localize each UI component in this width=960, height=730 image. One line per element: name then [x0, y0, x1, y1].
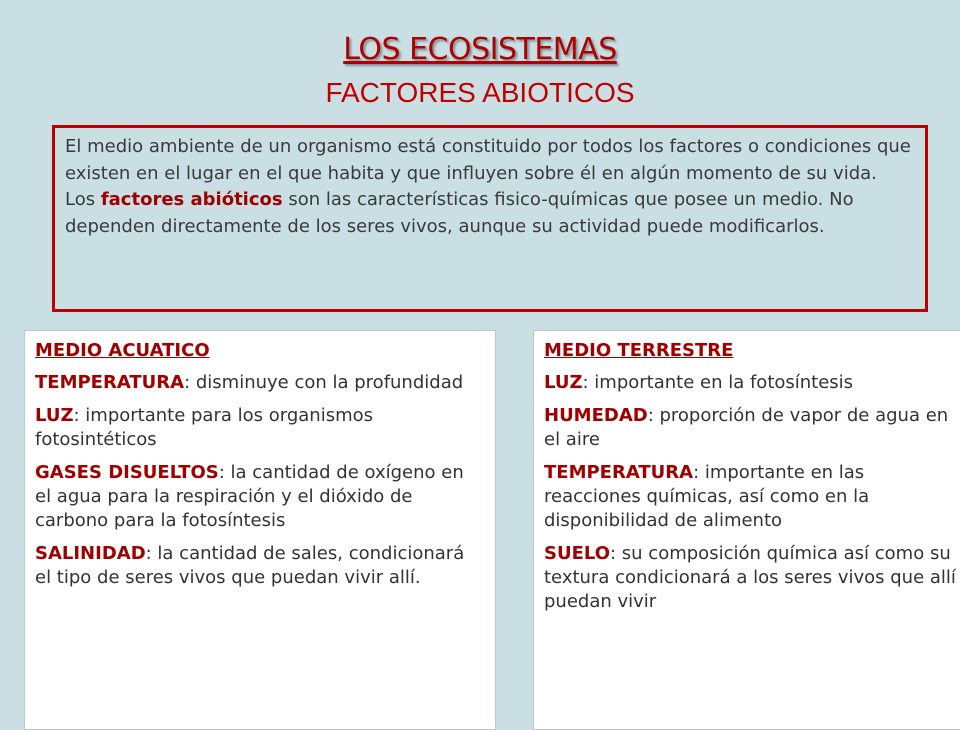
- item-term: SALINIDAD: [35, 543, 146, 564]
- item-text: : importante en las reacciones químicas, así como en la disponibilidad de alimento: [544, 462, 870, 531]
- item-text: : disminuye con la profundidad: [184, 372, 464, 393]
- item-term: LUZ: [544, 372, 583, 393]
- item-text: : su composición química así como su textura condicionará a los seres vivos que allí puedan vivir: [544, 543, 956, 612]
- item-term: TEMPERATURA: [35, 372, 185, 393]
- item-term: GASES DISUELTOS: [35, 462, 219, 483]
- item-term: HUMEDAD: [544, 405, 648, 426]
- intro-paragraph-2: [65, 187, 915, 240]
- list-item: [544, 461, 960, 533]
- item-text: : importante en la fotosíntesis: [582, 372, 854, 393]
- intro-keyword: factores abióticos: [100, 189, 283, 210]
- page-title: LOS ECOSISTEMAS: [343, 32, 617, 67]
- item-text: : la cantidad de sales, condicionará el tipo de seres vivos que puedan vivir allí.: [35, 543, 465, 588]
- list-item: [35, 542, 485, 590]
- list-item: [35, 371, 485, 395]
- item-term: SUELO: [544, 543, 611, 564]
- page-subtitle: FACTORES ABIOTICOS: [325, 77, 635, 108]
- item-term: TEMPERATURA: [544, 462, 694, 483]
- item-text: : proporción de vapor de agua en el aire: [544, 405, 949, 450]
- panel-heading: MEDIO ACUATICO: [35, 340, 210, 361]
- item-text: : importante para los organismos fotosintéticos: [35, 405, 373, 450]
- list-item: [544, 542, 960, 614]
- item-term: LUZ: [35, 405, 74, 426]
- list-item: [544, 404, 960, 452]
- panel-medio-acuatico: [24, 330, 496, 730]
- list-item: [35, 404, 485, 452]
- item-text: : la cantidad de oxígeno en el agua para la respiración y el dióxido de carbono para la fotosíntesis: [35, 462, 464, 531]
- intro-text: son las características fisico-químicas que posee un medio. No dependen directamente de los seres vivos, aunque su actividad puede modificarlos.: [65, 189, 854, 237]
- panel-medio-terrestre: [533, 330, 960, 730]
- panel-heading: MEDIO TERRESTRE: [544, 340, 734, 361]
- intro-box: [52, 125, 928, 312]
- intro-paragraph-1: El medio ambiente de un organismo está constituido por todos los factores o condiciones que existen en el lugar en el que habita y que influyen sobre él en algún momento de su vida.: [65, 136, 911, 184]
- list-item: [35, 461, 485, 533]
- list-item: [544, 371, 960, 395]
- intro-text: Los: [65, 189, 101, 210]
